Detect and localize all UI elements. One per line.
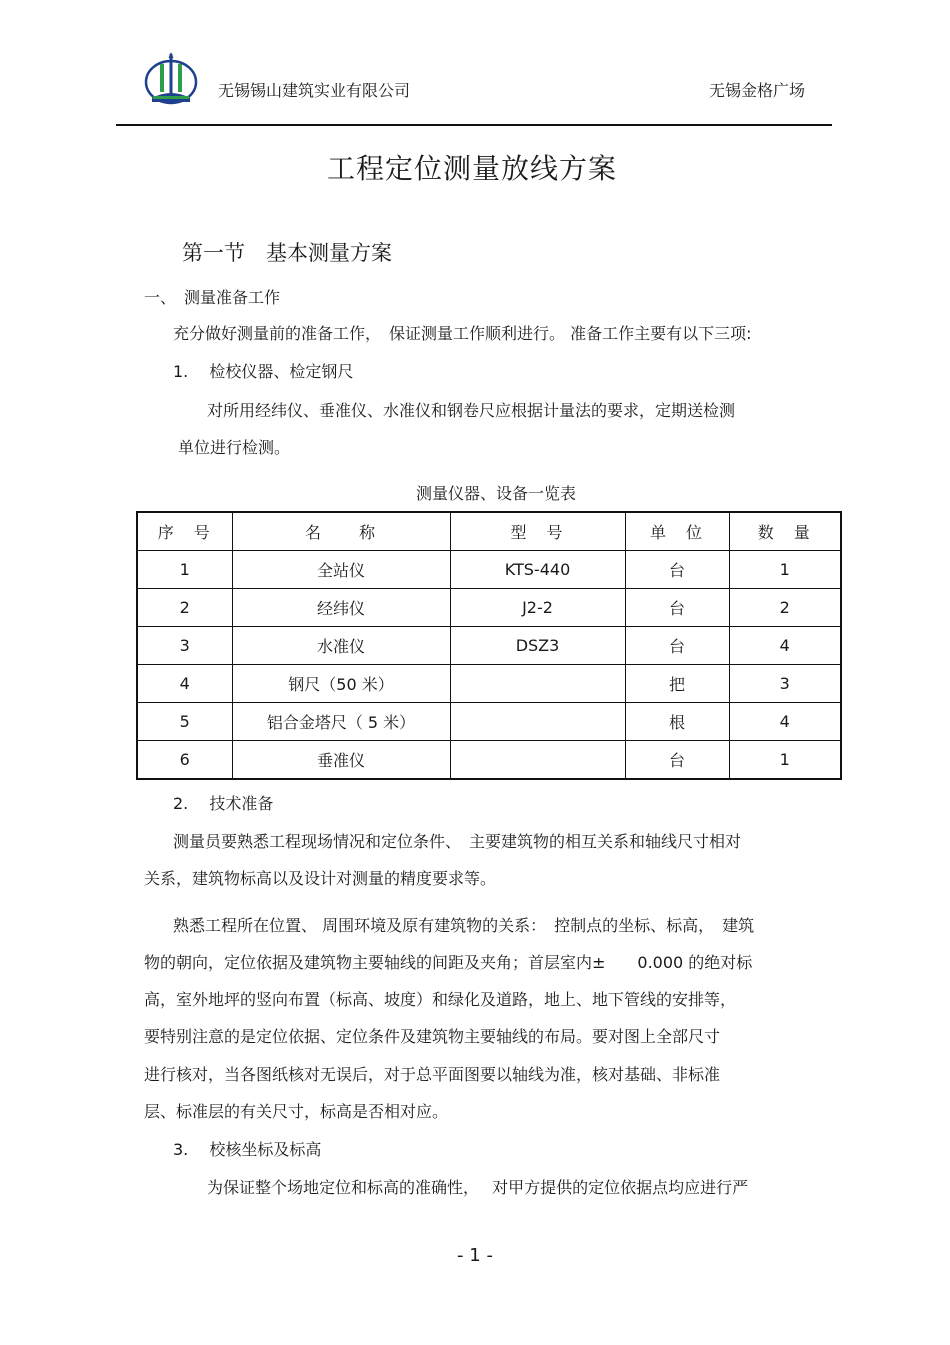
item-3-text-line: 为保证整个场地定位和标高的准确性， 对甲方提供的定位依据点均应进行严 xyxy=(207,1178,749,1197)
table-cell xyxy=(450,741,625,780)
item-2-text-line: 进行核对，当各图纸核对无误后，对于总平面图要以轴线为准，核对基础、非标准 xyxy=(144,1065,721,1084)
table-cell: 4 xyxy=(729,627,841,665)
item-2-text-line: 关系，建筑物标高以及设计对测量的精度要求等。 xyxy=(144,869,497,888)
table-cell: 1 xyxy=(729,551,841,589)
section-title: 第一节 基本测量方案 xyxy=(182,241,392,265)
company-name: 无锡锡山建筑实业有限公司 xyxy=(218,81,411,100)
table-cell: KTS-440 xyxy=(450,551,625,589)
table-header-row xyxy=(137,512,841,551)
table-cell: J2-2 xyxy=(450,589,625,627)
table-row xyxy=(137,741,841,780)
table-cell: DSZ3 xyxy=(450,627,625,665)
table-cell: 1 xyxy=(137,551,232,589)
subsection-heading: 一、 测量准备工作 xyxy=(144,288,281,307)
table-cell: 全站仪 xyxy=(232,551,450,589)
project-name: 无锡金格广场 xyxy=(709,81,806,100)
table-cell: 台 xyxy=(625,589,729,627)
item-2-text-line: 层、标准层的有关尺寸，标高是否相对应。 xyxy=(144,1102,449,1121)
table-cell: 4 xyxy=(729,703,841,741)
column-header: 名 称 xyxy=(232,512,450,551)
item-1-heading: 1. 检校仪器、检定钢尺 xyxy=(173,362,354,381)
table-cell: 根 xyxy=(625,703,729,741)
table-cell: 6 xyxy=(137,741,232,780)
item-2-text-line: 高，室外地坪的竖向布置（标高、坡度）和绿化及道路，地上、地下管线的安排等， xyxy=(144,990,737,1009)
item-2-text-line: 要特别注意的是定位依据、定位条件及建筑物主要轴线的布局。要对图上全部尺寸 xyxy=(144,1027,721,1046)
page-title: 工程定位测量放线方案 xyxy=(326,152,617,185)
item-2-text-line: 物的朝向，定位依据及建筑物主要轴线的间距及夹角；首层室内± 0.000 的绝对标 xyxy=(144,953,753,972)
table-cell: 台 xyxy=(625,627,729,665)
table-row xyxy=(137,627,841,665)
table-row xyxy=(137,665,841,703)
table-cell: 3 xyxy=(729,665,841,703)
table-cell: 铝合金塔尺（ 5 米） xyxy=(232,703,450,741)
column-header: 数 量 xyxy=(729,512,841,551)
item-3-heading: 3. 校核坐标及标高 xyxy=(173,1140,322,1159)
header-divider xyxy=(116,124,832,126)
table-cell: 钢尺（50 米） xyxy=(232,665,450,703)
column-header: 序 号 xyxy=(137,512,232,551)
table-caption: 测量仪器、设备一览表 xyxy=(415,484,576,503)
item-1-text-line: 单位进行检测。 xyxy=(178,438,291,457)
table-cell: 经纬仪 xyxy=(232,589,450,627)
table-cell: 3 xyxy=(137,627,232,665)
table-row xyxy=(137,703,841,741)
table-row xyxy=(137,551,841,589)
table-cell: 4 xyxy=(137,665,232,703)
table-cell xyxy=(450,703,625,741)
table-cell: 垂准仪 xyxy=(232,741,450,780)
item-2-text-line: 测量员要熟悉工程现场情况和定位条件、 主要建筑物的相互关系和轴线尺寸相对 xyxy=(173,832,742,851)
table-cell: 台 xyxy=(625,551,729,589)
page-number: - 1 - xyxy=(457,1245,493,1266)
item-1-text-line: 对所用经纬仪、垂准仪、水准仪和钢卷尺应根据计量法的要求，定期送检测 xyxy=(207,401,736,420)
column-header: 型 号 xyxy=(450,512,625,551)
item-2-text-line: 熟悉工程所在位置、 周围环境及原有建筑物的关系： 控制点的坐标、标高， 建筑 xyxy=(173,916,755,935)
table-cell: 2 xyxy=(729,589,841,627)
table-cell: 5 xyxy=(137,703,232,741)
company-logo-icon xyxy=(143,52,199,106)
table-cell: 把 xyxy=(625,665,729,703)
table-cell: 水准仪 xyxy=(232,627,450,665)
table-cell: 1 xyxy=(729,741,841,780)
intro-paragraph: 充分做好测量前的准备工作， 保证测量工作顺利进行。 准备工作主要有以下三项: xyxy=(173,324,752,343)
item-2-heading: 2. 技术准备 xyxy=(173,794,274,813)
table-cell: 台 xyxy=(625,741,729,780)
table-cell xyxy=(450,665,625,703)
table-cell: 2 xyxy=(137,589,232,627)
instrument-table xyxy=(136,511,842,780)
table-row xyxy=(137,589,841,627)
column-header: 单 位 xyxy=(625,512,729,551)
